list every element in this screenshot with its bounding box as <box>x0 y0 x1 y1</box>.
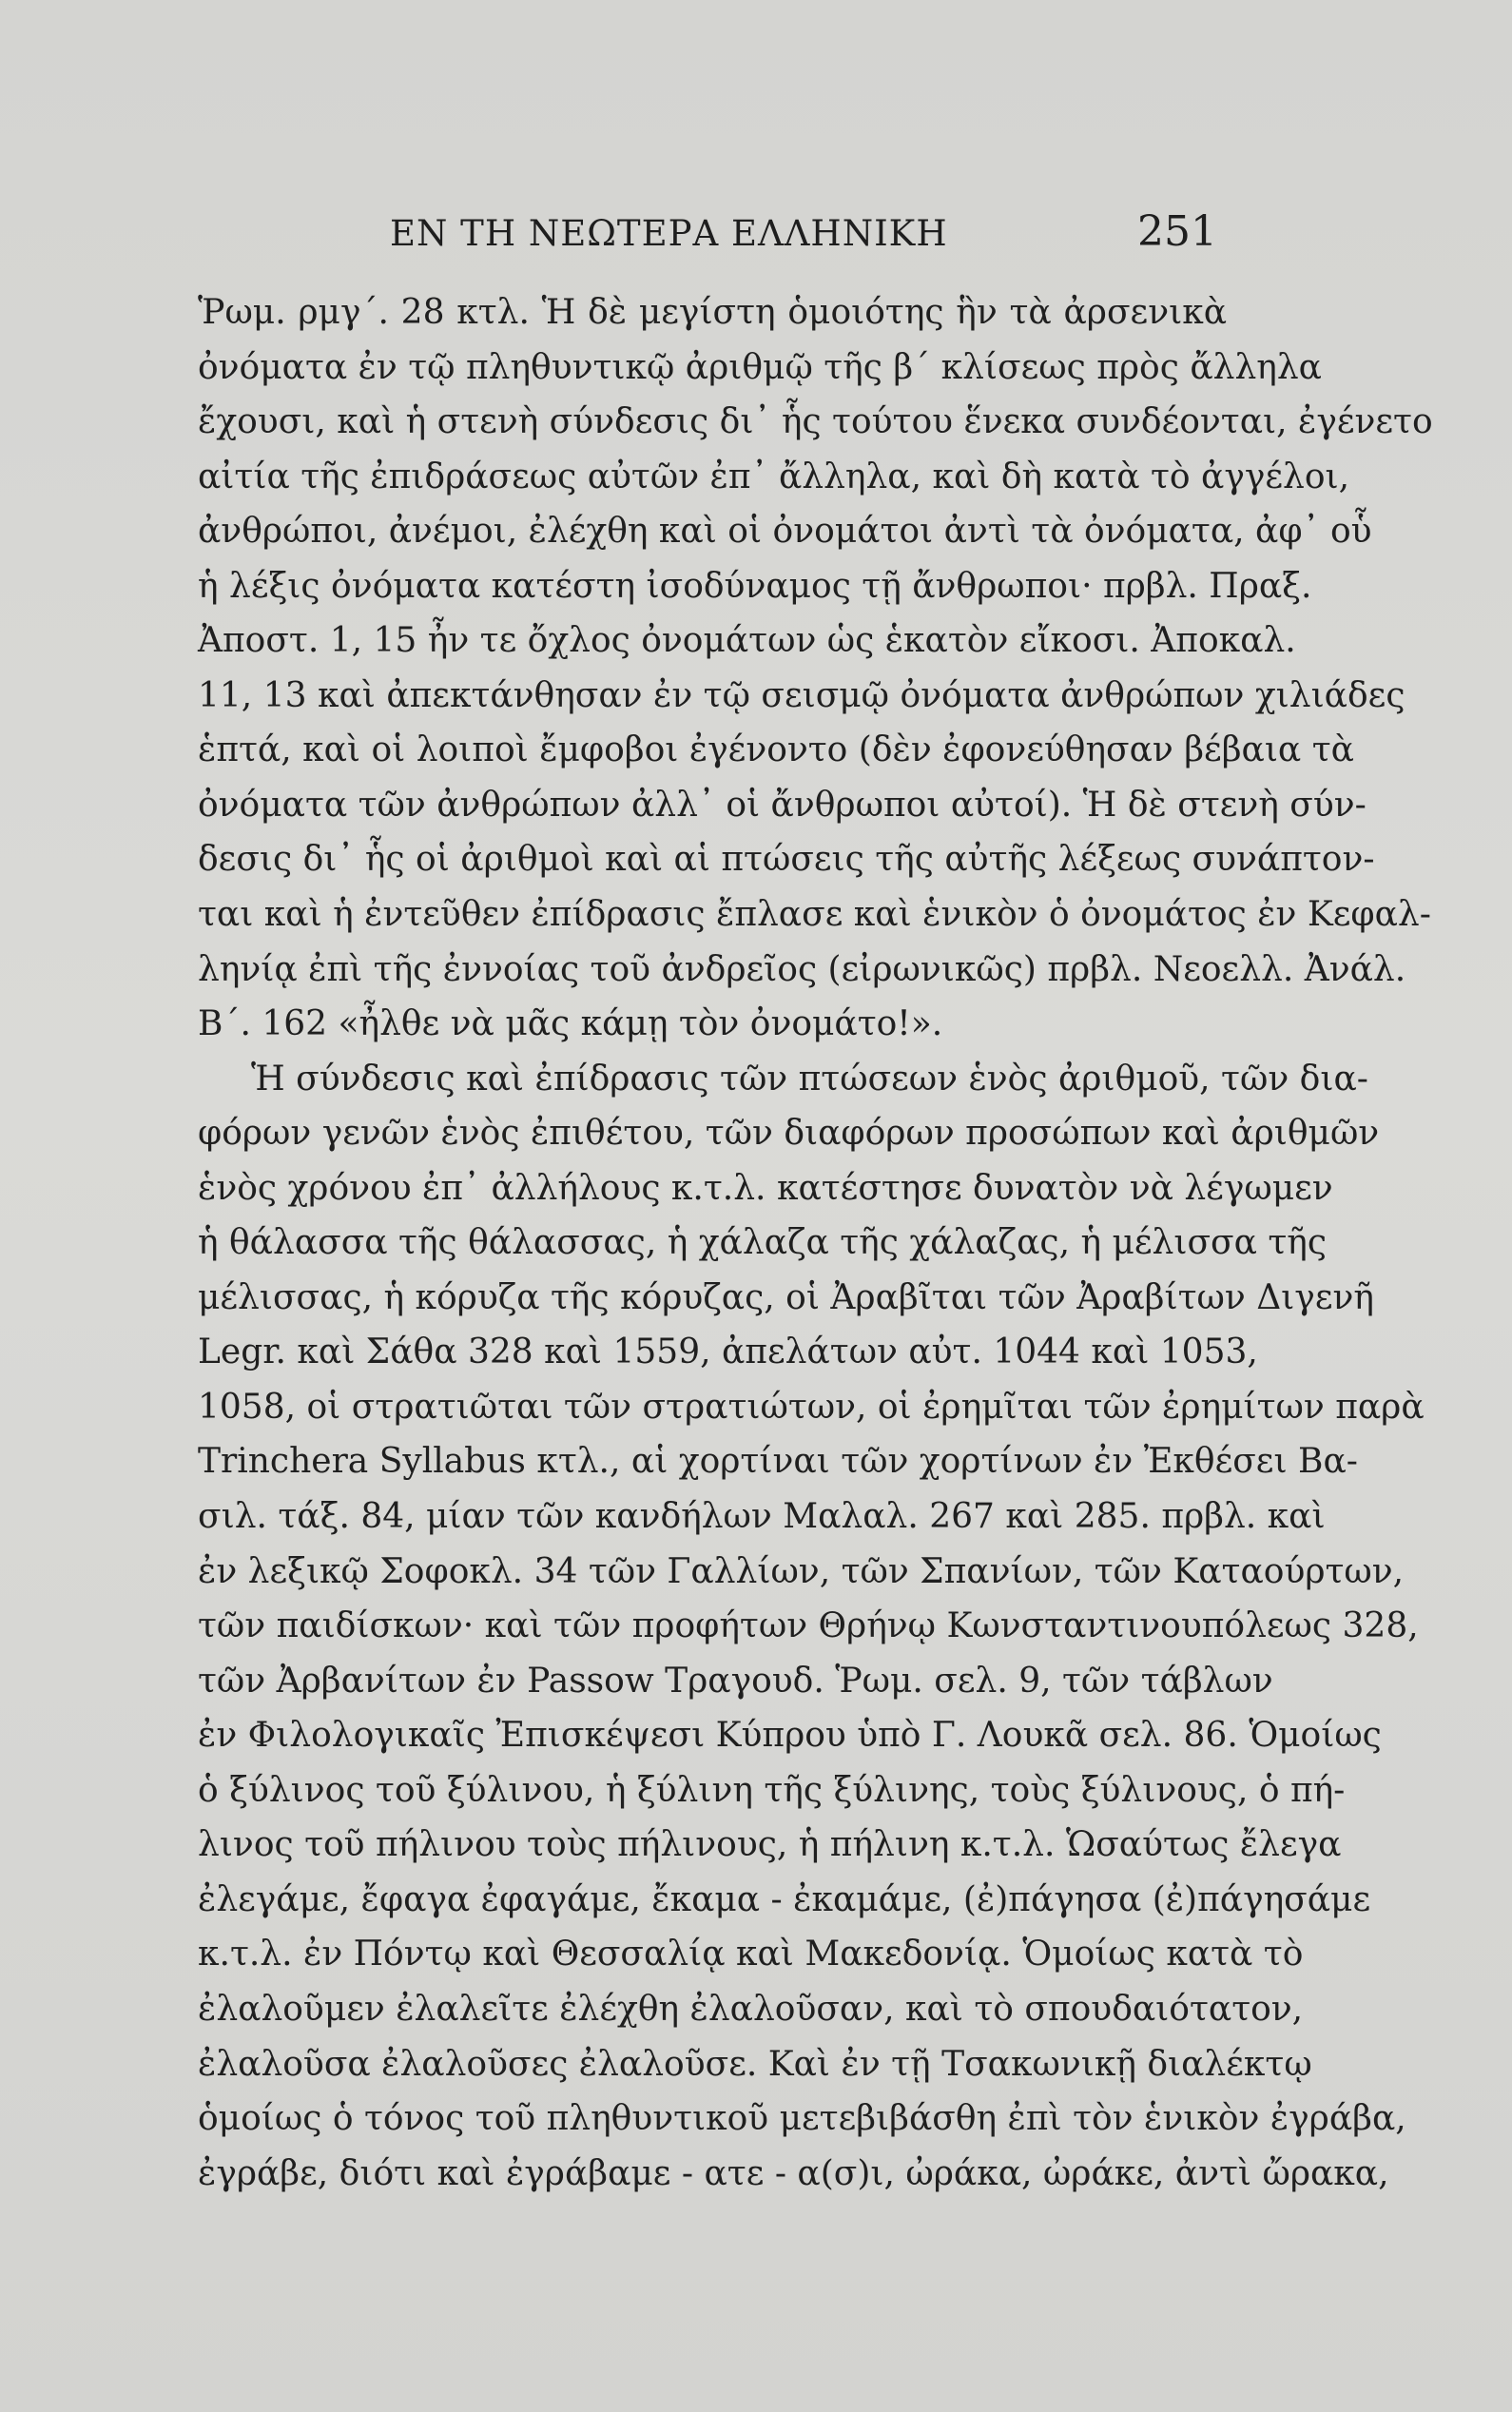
text-line-26: τῶν Ἀρβανίτων ἐν Passow Τραγουδ. Ῥωμ. σελ. 9, τῶν τάβλων <box>198 1661 1273 1701</box>
text-line-14: Β΄. 162 «ἦλθε νὰ μᾶς κάμῃ τὸν ὀνομάτο!». <box>198 1004 943 1044</box>
text-line-11: δεσις δι᾿ ἧς οἱ ἀριθμοὶ καὶ αἱ πτώσεις τῆς αὐτῆς λέξεως συνάπτον- <box>198 840 1375 880</box>
text-line-7: Ἀποστ. 1, 15 ἦν τε ὄχλος ὀνομάτων ὡς ἑκατὸν εἴκοσι. Ἀποκαλ. <box>198 621 1296 661</box>
text-line-17: ἑνὸς χρόνου ἐπ᾿ ἀλλήλους κ.τ.λ. κατέστησε δυνατὸν νὰ λέγωμεν <box>198 1168 1333 1208</box>
text-line-3: ἔχουσι, καὶ ἡ στενὴ σύνδεσις δι᾿ ἧς τούτου ἕνεκα συνδέονται, ἐγένετο <box>198 402 1433 442</box>
text-line-6: ἡ λέξις ὀνόματα κατέστη ἰσοδύναμος τῇ ἄνθρωποι· πρβλ. Πραξ. <box>198 566 1312 606</box>
text-line-5: ἀνθρώποι, ἀνέμοι, ἐλέχθη καὶ οἱ ὀνομάτοι ἀντὶ τὰ ὀνόματα, ἀφ᾿ οὗ <box>198 512 1372 552</box>
text-line-28: ὁ ξύλινος τοῦ ξύλινου, ἡ ξύλινη τῆς ξύλινης, τοὺς ξύλινους, ὁ πή- <box>198 1770 1346 1810</box>
text-line-10: ὀνόματα τῶν ἀνθρώπων ἀλλ᾿ οἱ ἄνθρωποι αὐτοί). Ἡ δὲ στενὴ σύν- <box>198 785 1367 825</box>
text-line-27: ἐν Φιλολογικαῖς Ἐπισκέψεσι Κύπρου ὑπὸ Γ. Λουκᾶ σελ. 86. Ὁμοίως <box>198 1716 1382 1756</box>
text-line-22: Trinchera Syllabus κτλ., αἱ χορτίναι τῶν χορτίνων ἐν Ἐκθέσει Βα- <box>198 1442 1358 1482</box>
text-line-29: λινος τοῦ πήλινου τοὺς πήλινους, ἡ πήλινη κ.τ.λ. Ὡσαύτως ἔλεγα <box>198 1825 1342 1865</box>
text-line-20: Legr. καὶ Σάθα 328 καὶ 1559, ἀπελάτων αὐτ. 1044 καὶ 1053, <box>198 1332 1258 1372</box>
text-line-2: ὀνόματα ἐν τῷ πληθυντικῷ ἀριθμῷ τῆς β΄ κλίσεως πρὸς ἄλληλα <box>198 347 1322 387</box>
text-line-21: 1058, οἱ στρατιῶται τῶν στρατιώτων, οἱ ἐρημῖται τῶν ἐρημίτων παρὰ <box>198 1387 1425 1427</box>
text-line-12: ται καὶ ἡ ἐντεῦθεν ἐπίδρασις ἔπλασε καὶ ἑνικὸν ὁ ὀνομάτος ἐν Κεφαλ- <box>198 895 1431 935</box>
text-line-24: ἐν λεξικῷ Σοφοκλ. 34 τῶν Γαλλίων, τῶν Σπανίων, τῶν Καταούρτων, <box>198 1551 1405 1591</box>
page-number: 251 <box>1137 207 1217 256</box>
text-line-33: ἐλαλοῦσα ἐλαλοῦσες ἐλαλοῦσε. Καὶ ἐν τῇ Τσακωνικῇ διαλέκτῳ <box>198 2044 1312 2084</box>
page-header <box>190 207 1227 264</box>
text-line-8: 11, 13 καὶ ἀπεκτάνθησαν ἐν τῷ σεισμῷ ὀνόματα ἀνθρώπων χιλιάδες <box>198 675 1405 715</box>
text-line-1: Ῥωμ. ρμγ΄. 28 κτλ. Ἡ δὲ μεγίστη ὁμοιότης ἣν τὰ ἀρσενικὰ <box>198 293 1227 332</box>
text-line-18: ἡ θάλασσα τῆς θάλασσας, ἡ χάλαζα τῆς χάλαζας, ἡ μέλισσα τῆς <box>198 1223 1328 1263</box>
text-line-25: τῶν παιδίσκων· καὶ τῶν προφήτων Θρήνῳ Κωνσταντινουπόλεως 328, <box>198 1606 1419 1646</box>
text-line-13: ληνίᾳ ἐπὶ τῆς ἐννοίας τοῦ ἀνδρεῖος (εἰρωνικῶς) πρβλ. Νεοελλ. Ἀνάλ. <box>198 949 1406 989</box>
text-line-32: ἐλαλοῦμεν ἐλαλεῖτε ἐλέχθη ἐλαλοῦσαν, καὶ τὸ σπουδαιότατον, <box>198 1989 1304 2029</box>
text-line-15: Ἡ σύνδεσις καὶ ἐπίδρασις τῶν πτώσεων ἑνὸς ἀριθμοῦ, τῶν δια- <box>251 1059 1368 1099</box>
text-line-4: αἰτία τῆς ἐπιδράσεως αὐτῶν ἐπ᾿ ἄλληλα, καὶ δὴ κατὰ τὸ ἀγγέλοι, <box>198 457 1350 496</box>
text-line-23: σιλ. τάξ. 84, μίαν τῶν κανδήλων Μαλαλ. 267 καὶ 285. πρβλ. καὶ <box>198 1497 1326 1537</box>
body-text <box>198 285 1433 2201</box>
running-head: ΕΝ ΤΗ ΝΕΩΤΕΡΑ ΕΛΛΗΝΙΚΗ <box>390 213 948 254</box>
text-line-16: φόρων γενῶν ἑνὸς ἐπιθέτου, τῶν διαφόρων προσώπων καὶ ἀριθμῶν <box>198 1114 1380 1154</box>
text-line-31: κ.τ.λ. ἐν Πόντῳ καὶ Θεσσαλίᾳ καὶ Μακεδονίᾳ. Ὁμοίως κατὰ τὸ <box>198 1935 1304 1974</box>
text-line-34: ὁμοίως ὁ τόνος τοῦ πληθυντικοῦ μετεβιβάσθη ἐπὶ τὸν ἑνικὸν ἐγράβα, <box>198 2099 1406 2139</box>
text-line-19: μέλισσας, ἡ κόρυζα τῆς κόρυζας, οἱ Ἀραβῖται τῶν Ἀραβίτων Διγενῆ <box>198 1277 1374 1317</box>
text-line-30: ἐλεγάμε, ἔφαγα ἐφαγάμε, ἔκαμα - ἐκαμάμε, (ἐ)πάγησα (ἐ)πάγησάμε <box>198 1879 1371 1919</box>
text-line-9: ἑπτά, καὶ οἱ λοιποὶ ἔμφοβοι ἐγένοντο (δὲν ἐφονεύθησαν βέβαια τὰ <box>198 730 1354 770</box>
text-line-35: ἐγράβε, διότι καὶ ἐγράβαμε - ατε - α(σ)ι, ὠράκα, ὠράκε, ἀντὶ ὤρακα, <box>198 2153 1389 2193</box>
